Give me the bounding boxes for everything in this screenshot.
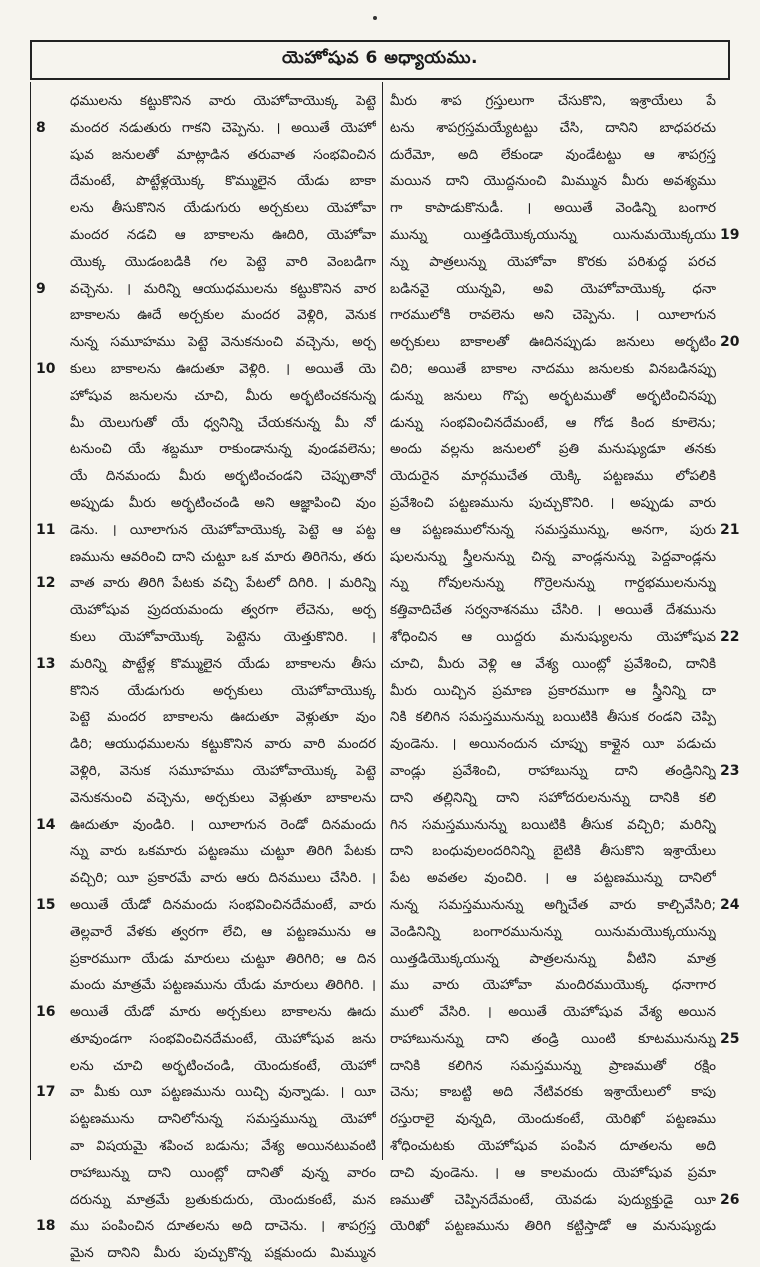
line-text: రాహాబున్ను దాని యింట్లో దానితో వున్న వారం xyxy=(70,1164,376,1181)
line-text: న్ను వారు ఒకమారు పట్టణము చుట్టూ తిరిగి పేటకు xyxy=(70,843,376,860)
line-text: యిత్తడియొక్కయున్న పాత్రలనున్ను వీటిని మాత్ర xyxy=(390,950,716,967)
text-line xyxy=(390,1079,716,1106)
text-line xyxy=(36,1160,376,1187)
text-line xyxy=(36,1213,376,1240)
line-text: పట్టణమును దానిలోనున్న సమస్తమున్ను యెహో xyxy=(70,1111,376,1128)
line-text: కులు యెహోవాయొక్క పెట్టెను యెత్తుకొనిరి. । xyxy=(70,628,376,645)
verse-number: 10 xyxy=(36,360,56,377)
line-text: తెల్లవారే వేళకు త్వరగా లేచి, ఆ పట్టణమును ఆ xyxy=(70,923,376,940)
verse-number: 9 xyxy=(36,280,46,297)
line-text: డెను. । యీలాగున యెహోవాయొక్క పెట్టె ఆ పట్ట xyxy=(70,521,376,538)
text-line xyxy=(390,463,716,490)
text-line xyxy=(36,410,376,437)
line-text: ము వారు యెహోవా మందిరముయొక్క ధనాగార xyxy=(390,977,716,994)
text-line xyxy=(36,999,376,1026)
line-text: పెట్టె మందర బాకాలను ఊదుతూ వెళ్లుతూ వుం xyxy=(70,709,376,726)
verse-number: 26 xyxy=(720,1191,740,1208)
text-line xyxy=(36,276,376,303)
line-text: రాహాబునున్ను దాని తండ్రి యింటి కూటమునున్ను xyxy=(390,1030,716,1047)
line-text: చెను; కాబట్టి అది నేటివరకు ఇశ్రాయేలులో కాపు xyxy=(390,1084,716,1101)
line-text: ణమును ఆవరించి దాని చుట్టూ ఒక మారు తిరిగెను, తరు xyxy=(70,548,376,565)
line-text: అయితే యేడో దినమందు సంభవించినదేమంటే, వారు xyxy=(70,896,376,913)
text-line xyxy=(390,1026,740,1053)
text-line xyxy=(36,570,376,597)
text-line xyxy=(36,678,376,705)
chapter-header xyxy=(30,40,730,80)
text-line xyxy=(390,115,716,142)
text-line xyxy=(390,919,716,946)
right-column xyxy=(390,88,740,1240)
text-line xyxy=(390,758,740,785)
verse-number: 24 xyxy=(720,896,740,913)
text-line xyxy=(390,570,716,597)
text-line xyxy=(36,838,376,865)
line-text: షువ జనులతో మాట్లాడిన తరువాత సంభవించిన xyxy=(70,146,376,163)
text-line xyxy=(390,383,716,410)
line-text: యే దినమందు మీరు అర్భటించండని చెప్పుతానో xyxy=(70,468,376,485)
text-line xyxy=(390,249,716,276)
line-text: దేమంటే, పొట్టేళ్లయొక్క కొమ్ములైన యేడు బాకా xyxy=(70,173,376,190)
text-line xyxy=(36,329,376,356)
line-text: దాని తల్లినిన్ని దాని సహోదరులనున్ను దానికి కలి xyxy=(390,789,716,806)
line-text: చిరి; అయితే బాకాల నాదము జనులకు వినబడినప్పు xyxy=(390,360,716,377)
text-line xyxy=(390,838,716,865)
line-text: పేట అవతల వుంచిరి. । ఆ పట్టణమున్ను దానిలో xyxy=(390,870,716,887)
text-line xyxy=(36,946,376,973)
text-line xyxy=(36,356,376,383)
column-divider xyxy=(382,82,383,1160)
line-text: దాని బంధువులందరినిన్ని బైటికి తీసుకొని ఇశ్రాయేలు xyxy=(390,843,716,860)
line-text: అప్పుడు మీరు అర్భటించండి అని ఆజ్ఞాపించి వుం xyxy=(70,494,376,511)
line-text: రస్తురాలై వున్నది, యెందుకంటే, యెరిఖో పట్టణము xyxy=(390,1111,716,1128)
text-line xyxy=(390,785,716,812)
verse-number: 15 xyxy=(36,896,56,913)
line-text: డిరి; ఆయుధములను కట్టుకొనిన వారు వారి మందర xyxy=(70,736,376,753)
text-line xyxy=(390,704,716,731)
text-line xyxy=(36,624,376,651)
line-text: దానికి కలిగిన సమస్తమున్ను ప్రాణముతో రక్షిం xyxy=(390,1057,716,1074)
text-line xyxy=(390,517,740,544)
text-line xyxy=(36,1240,376,1267)
text-line xyxy=(390,410,716,437)
line-text: హోషువ జనులను చూచి, మీరు అర్భటించకనున్న xyxy=(70,387,376,404)
text-line xyxy=(390,972,716,999)
text-line xyxy=(390,1053,716,1080)
text-line xyxy=(390,222,740,249)
chapter-title: యెహోషువ 6 అధ్యాయము. xyxy=(282,48,478,68)
text-line xyxy=(390,812,716,839)
text-line xyxy=(36,115,376,142)
text-line xyxy=(390,651,716,678)
line-text: శోధించుటకు యెహోషువ పంపిన దూతలను అది xyxy=(390,1138,716,1155)
text-line xyxy=(390,436,716,463)
text-line xyxy=(390,88,716,115)
line-text: కత్తివాదిచేత సర్వనాశనము చేసిరి. । అయితే దేశమును xyxy=(390,602,716,619)
text-line xyxy=(36,1079,376,1106)
line-text: మందర నడుతురు గాకని చెప్పెను. । అయితే యెహో xyxy=(70,119,376,136)
text-line xyxy=(36,517,376,544)
text-line xyxy=(390,865,716,892)
verse-number: 22 xyxy=(720,628,740,645)
line-text: టను శాపగ్రస్తమయ్యేటట్టు చేసి, దానిని బాధపరచు xyxy=(390,119,716,136)
line-text: లను తీసుకొనిన యేడుగురు అర్చకులు యెహోవా xyxy=(70,200,376,217)
text-line xyxy=(36,1053,376,1080)
line-text: మీ యెలుగుతో యే ధ్వనిన్ని చేయకనున్న మీ నో xyxy=(70,414,376,431)
line-text: లను చూచి అర్భటించండి, యెందుకంటే, యెహో xyxy=(70,1057,376,1074)
text-line xyxy=(36,731,376,758)
text-line xyxy=(36,1187,376,1214)
verse-number: 8 xyxy=(36,119,46,136)
line-text: యెరిఖో పట్టణమును తిరిగి కట్టిస్తాడో ఆ మనుష్యుడు xyxy=(390,1218,716,1235)
line-text: వాత వారు తిరిగి పేటకు వచ్చి పేటలో దిగిరి. । మరిన్ని xyxy=(70,575,376,592)
line-text: నున్న సమూహము పెట్టె వెనుకనుంచి వచ్చెను, అర్చ xyxy=(70,334,376,351)
line-text: మరిన్ని పొట్టేళ్ల కొమ్ములైన యేడు బాకాలను తీసు xyxy=(70,655,376,672)
line-text: మందర నడచి ఆ బాకాలను ఊదిరి, యెహోవా xyxy=(70,226,376,243)
line-text: డున్ను సంభవించినదేమంటే, ఆ గోడ కింద కూలెను; xyxy=(390,414,716,431)
verse-number: 21 xyxy=(720,521,740,538)
verse-number: 12 xyxy=(36,575,56,592)
text-line xyxy=(390,276,716,303)
line-text: తూవుండగా సంభవించినదేమంటే, యెహోషువ జను xyxy=(70,1030,376,1047)
line-text: వా మీకు యీ పట్టణమును యిచ్చి వున్నాడు. । యీ xyxy=(70,1084,376,1101)
text-line xyxy=(36,249,376,276)
verse-number: 19 xyxy=(720,226,740,243)
text-line xyxy=(36,490,376,517)
line-text: దాచి వుండెను. । ఆ కాలమందు యెహోషువ ప్రమా xyxy=(390,1164,716,1181)
text-line xyxy=(36,892,376,919)
line-text: యెదురైన మార్గముచేత యెక్కి పట్టణము లోపలికి xyxy=(390,468,716,485)
text-line xyxy=(36,1026,376,1053)
text-line xyxy=(390,731,716,758)
line-text: కొనిన యేడుగురు అర్చకులు యెహోవాయొక్క xyxy=(70,682,376,699)
line-text: న్ను పాత్రలున్ను యెహోవా కొరకు పరిశుద్ధ పరచ xyxy=(390,253,716,270)
text-line xyxy=(390,168,716,195)
line-text: మయిన దాని యొద్దనుంచి మిమ్మున మీరు అవశ్యము xyxy=(390,173,716,190)
text-line xyxy=(390,624,740,651)
text-line xyxy=(390,1133,716,1160)
line-text: న్ను గోవులనున్ను గొర్రెలనున్ను గార్దభములనున్ను xyxy=(390,575,716,592)
line-text: యొక్క యొడంబడికి గల పెట్టె వారి వెంబడిగా xyxy=(70,253,376,270)
text-line xyxy=(36,919,376,946)
line-text: అర్చకులు బాకాలతో ఊదినప్పుడు జనులు అర్భటిం xyxy=(390,334,716,351)
text-line xyxy=(36,142,376,169)
text-line xyxy=(390,999,716,1026)
line-text: వచ్చిరి; యీ ప్రకారమే వారు ఆరు దినములు చేసిరి. । xyxy=(70,870,376,887)
line-text: వా విషయమై శపించ బడును; వేశ్య అయినటువంటి xyxy=(70,1138,376,1155)
text-line xyxy=(36,544,376,571)
text-line xyxy=(390,329,740,356)
text-line xyxy=(36,758,376,785)
page-dot xyxy=(373,16,377,20)
line-text: బాకాలను ఊదే అర్చకుల మందర వెళ్లిరి, వెనుక xyxy=(70,307,376,324)
line-text: యెహోషువ ప్రుదయమందు త్వరగా లేచెను, అర్చ xyxy=(70,602,376,619)
text-line xyxy=(390,142,716,169)
line-text: మైన దానిని మీరు పుచ్చుకొన్న పక్షమందు మిమ్మున xyxy=(70,1245,376,1262)
verse-number: 23 xyxy=(720,762,740,779)
line-text: ణముతో చెప్పినదేమంటే, యెవడు పుద్యుక్తుడై యీ xyxy=(390,1191,716,1208)
line-text: వెళ్లిరి, వెనుక సమూహము యెహోవాయొక్క పెట్టె xyxy=(70,762,376,779)
verse-number: 13 xyxy=(36,655,56,672)
line-text: అయితే యేడో మారు అర్చకులు బాకాలను ఊదు xyxy=(70,1004,376,1021)
verse-number: 20 xyxy=(720,334,740,351)
text-line xyxy=(36,1106,376,1133)
line-text: నున్న సమస్తమునున్ను అగ్నిచేత వారు కాల్చివేసిరి; xyxy=(390,896,716,913)
text-line xyxy=(36,302,376,329)
line-text: ఊదుతూ వుండిరి. । యీలాగున రెండో దినమందు xyxy=(70,816,376,833)
line-text: టనుంచి యే శబ్దమూ రాకుండానున్న వుండవలెను; xyxy=(70,441,376,458)
text-line xyxy=(390,356,716,383)
line-text: వెండినిన్ని బంగారమునున్ను యినుమయొక్కయున్ను xyxy=(390,923,716,940)
text-line xyxy=(36,222,376,249)
text-line xyxy=(390,678,716,705)
line-text: శోధించిన ఆ యిద్దరు మనుష్యులను యెహోషువ xyxy=(390,628,716,645)
text-line xyxy=(36,168,376,195)
verse-number: 25 xyxy=(720,1030,740,1047)
text-line xyxy=(36,651,376,678)
line-text: కులు బాకాలను ఊదుతూ వెళ్లిరి. । అయితే యె xyxy=(70,360,376,377)
verse-number: 14 xyxy=(36,816,56,833)
line-text: మీరు శాప గ్రస్తులుగా చేసుకొని, ఇశ్రాయేలు పే xyxy=(390,93,716,109)
text-line xyxy=(390,302,716,329)
text-line xyxy=(390,946,716,973)
line-text: చూచి, మీరు వెళ్లి ఆ వేశ్య యింట్లో ప్రవేశించి, దానికి xyxy=(390,655,716,672)
left-column xyxy=(36,88,376,1267)
line-text: గారములోకి రావలెను అని చెప్పెను. । యీలాగున xyxy=(390,307,716,324)
text-line xyxy=(390,1187,740,1214)
line-text: ము పంపించిన దూతలను అది దాచెను. । శాపగ్రస్త xyxy=(70,1218,376,1235)
line-text: గా కాపాడుకొనుడీ. । అయితే వెండిన్ని బంగార xyxy=(390,200,716,217)
verse-number: 18 xyxy=(36,1218,56,1235)
line-text: డున్ను జనులు గొప్ప అర్భటముతో అర్భటించినప్పు xyxy=(390,387,716,404)
line-text: బడినవై యున్నవి, అవి యెహోవాయొక్క ధనా xyxy=(390,280,716,297)
line-text: మున్ను యిత్తడియొక్కయున్ను యినుమయొక్కయు xyxy=(390,226,716,243)
text-line xyxy=(36,1133,376,1160)
verse-number: 11 xyxy=(36,521,56,538)
text-line xyxy=(36,436,376,463)
line-text: ప్రకారముగా యేడు మారులు చుట్టూ తిరిగిరి; ఆ దిన xyxy=(70,950,376,967)
verse-number: 16 xyxy=(36,1004,56,1021)
line-text: మీరు యిచ్చిన ప్రమాణ ప్రకారముగా ఆ స్త్రీనిన్ని దా xyxy=(390,682,716,699)
text-line xyxy=(36,865,376,892)
text-line xyxy=(36,785,376,812)
line-text: ములో వేసిరి. । అయితే యెహోషువ వేశ్య అయిన xyxy=(390,1004,716,1021)
text-line xyxy=(390,892,740,919)
line-text: గిన సమస్తమునున్ను బయిటికి తీసుక వచ్చిరి; మరిన్ని xyxy=(390,816,716,833)
text-line xyxy=(390,544,716,571)
text-line xyxy=(390,1160,716,1187)
verse-number: 17 xyxy=(36,1084,56,1101)
text-line xyxy=(390,490,716,517)
line-text: వెనుకనుంచి వచ్చెను, అర్చకులు వెళ్లుతూ బాకాలను xyxy=(70,789,376,806)
line-text: అందు వల్లను జనులలో ప్రతి మనుష్యుడూ తనకు xyxy=(390,441,716,458)
line-text: దరున్ను మాత్రమే బ్రతుకుదురు, యెందుకంటే, మన xyxy=(70,1191,376,1208)
text-line xyxy=(36,383,376,410)
text-line xyxy=(390,1106,716,1133)
line-text: ధములను కట్టుకొనిన వారు యెహోవాయొక్క పెట్టె xyxy=(70,93,376,109)
line-text: వాండ్లు ప్రవేశించి, రాహాబున్ను దాని తండ్రినిన్ని xyxy=(390,762,716,779)
text-line xyxy=(390,597,716,624)
text-line xyxy=(36,195,376,222)
left-margin-rule xyxy=(30,82,31,1160)
line-text: దురేమో, అది లేకుండా వుండేటట్టు ఆ శాపగ్రస్త xyxy=(390,146,716,163)
text-line xyxy=(36,812,376,839)
line-text: నికి కలిగిన సమస్తమునున్ను బయిటికి తీసుక రండని చెప్పి xyxy=(390,709,716,726)
text-line xyxy=(36,704,376,731)
line-text: ఆ పట్టణములోనున్న సమస్తమున్ను, అనగా, పురు xyxy=(390,521,716,538)
line-text: వచ్చెను. । మరిన్ని ఆయుధములను కట్టుకొనిన వార xyxy=(70,280,376,297)
line-text: ప్రవేశించి పట్టణమును పుచ్చుకొనిరి. । అప్పుడు వారు xyxy=(390,494,716,511)
text-line xyxy=(390,195,716,222)
text-line xyxy=(390,1213,716,1240)
line-text: మందు మాత్రమే పట్టణమును యేడు మారులు తిరిగిరి. । xyxy=(70,977,376,994)
line-text: షులనున్ను స్త్రీలనున్ను చిన్న వాండ్లనున్ను పెద్దవాండ్లను xyxy=(390,548,716,565)
line-text: వుండెను. । అయినందున చూప్పు కాళ్లైన యీ పడుచు xyxy=(390,736,716,753)
text-line xyxy=(36,972,376,999)
text-line xyxy=(36,88,376,115)
text-line xyxy=(36,597,376,624)
text-line xyxy=(36,463,376,490)
